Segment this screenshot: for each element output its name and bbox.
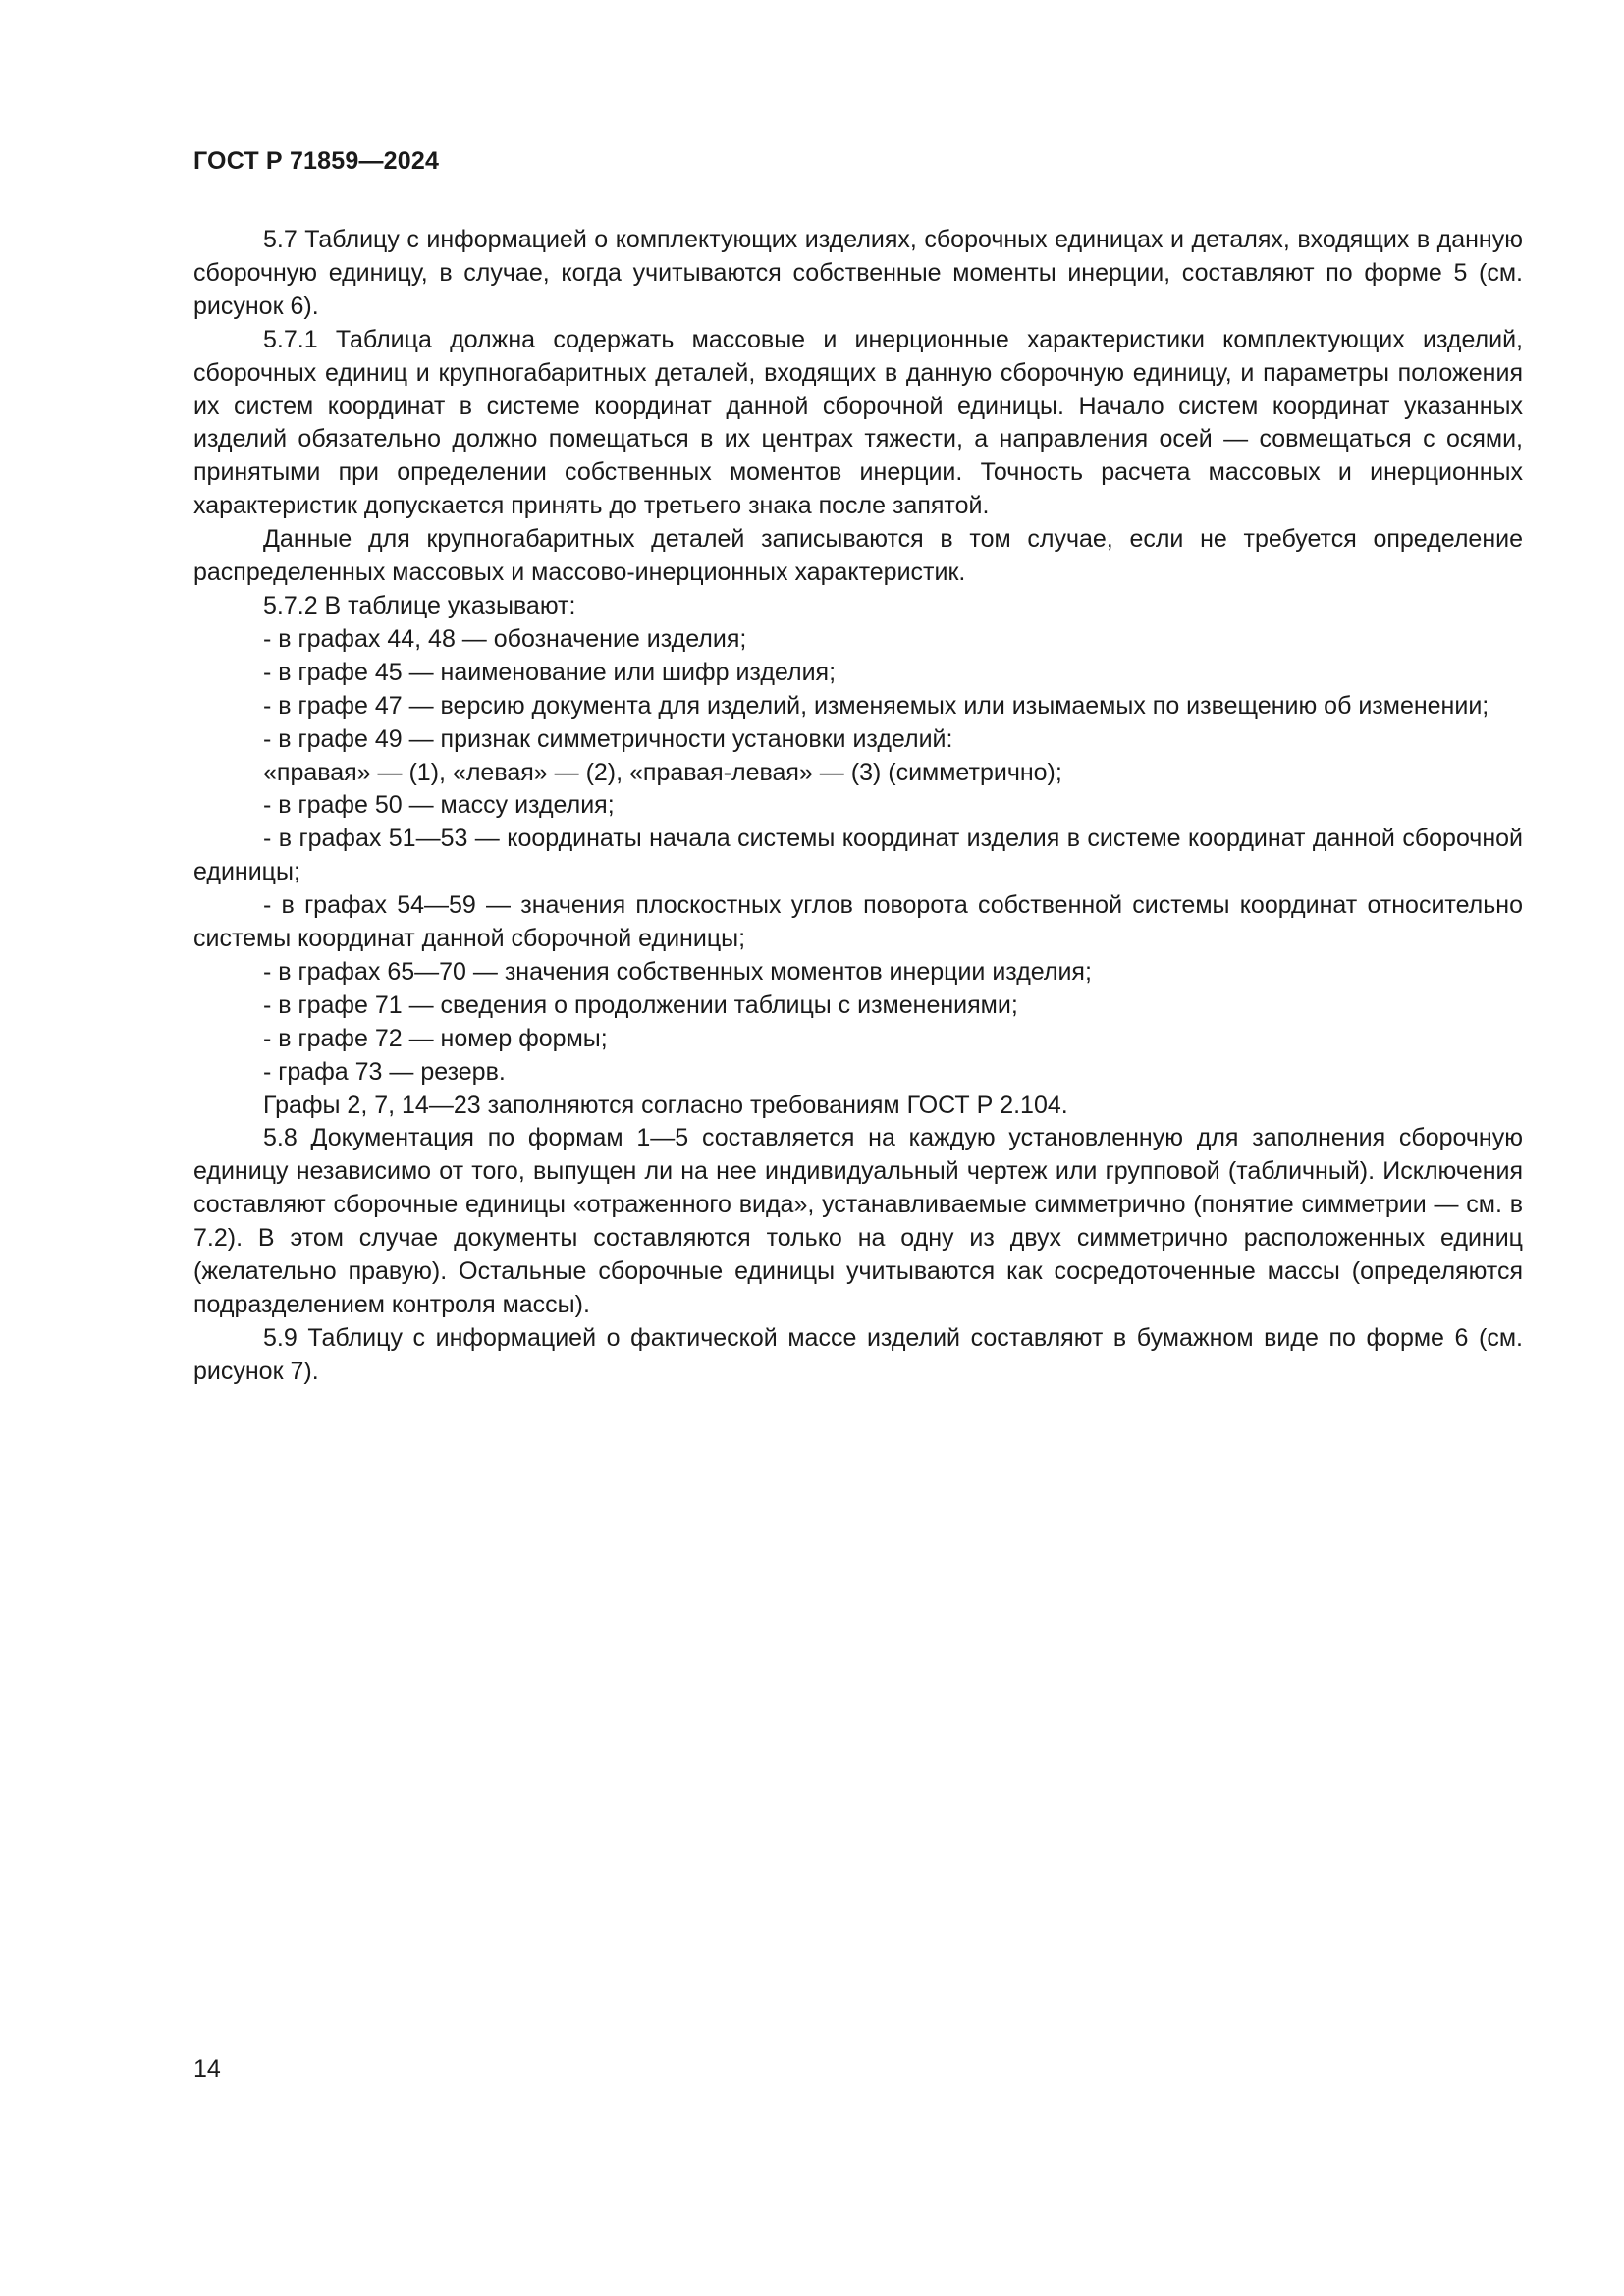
paragraph-columns-note: Графы 2, 7, 14—23 заполняются согласно требованиям ГОСТ Р 2.104. — [263, 1091, 1068, 1119]
list-item: - в графах 44, 48 — обозначение изделия; — [263, 624, 747, 653]
list-item: - в графах 51—53 — координаты начала системы координат изделия в системе координат данной сборочной единицы; — [193, 825, 1523, 886]
clause-5-7: 5.7 Таблицу с информацией о комплектующих изделиях, сборочных единицах и деталях, входящих в данную сборочную единицу, в случае, когда учитываются собственные моменты инерции, составляют по форме 5 (см. рисунок 6). — [193, 226, 1523, 320]
list-item: - в графе 47 — версию документа для изделий, изменяемых или изымаемых по извещению об изменении; — [263, 691, 1489, 720]
page-number: 14 — [193, 2056, 221, 2083]
clause-5-7-1: 5.7.1 Таблица должна содержать массовые и инерционные характеристики комплектующих изделий, сборочных единиц и крупногабаритных деталей, входящих в данную сборочную единицу, и параметры положения их систем координат в системе координат данной сборочной единицы. Начало систем координат указанных изделий обязательно должно помещаться в их центрах тяжести, а направления осей — совмещаться с осями, принятыми при определении собственных моментов инерции. Точность расчета массовых и инерционных характеристик допускается принять до третьего знака после запятой. — [193, 325, 1523, 520]
list-item: - в графах 54—59 — значения плоскостных углов поворота собственной системы координат относительно системы координат данной сборочной единицы; — [193, 891, 1523, 953]
clause-5-9: 5.9 Таблицу с информацией о фактической массе изделий составляют в бумажном виде по форме 6 (см. рисунок 7). — [193, 1323, 1523, 1385]
list-item: - в графах 65—70 — значения собственных моментов инерции изделия; — [263, 957, 1092, 986]
document-header: ГОСТ Р 71859—2024 — [193, 147, 440, 175]
document-body — [193, 224, 1523, 1389]
list-item: - в графе 72 — номер формы; — [263, 1024, 608, 1052]
clause-5-7-2: 5.7.2 В таблице указывают: — [263, 591, 576, 619]
paragraph-large-parts: Данные для крупногабаритных деталей записываются в том случае, если не требуется определение распределенных массовых и массово-инерционных характеристик. — [193, 525, 1523, 587]
symmetry-values: «правая» — (1), «левая» — (2), «правая-левая» — (3) (симметрично); — [263, 758, 1062, 786]
list-item: - графа 73 — резерв. — [263, 1057, 506, 1086]
list-item: - в графе 49 — признак симметричности установки изделий: — [263, 724, 953, 753]
clause-5-8: 5.8 Документация по формам 1—5 составляется на каждую установленную для заполнения сборочную единицу независимо от того, выпущен ли на нее индивидуальный чертеж или групповой (табличный). Исключения составляют сборочные единицы «отраженного вида», устанавливаемые симметрично (понятие симметрии — см. в 7.2). В этом случае документы составляются только на одну из двух симметрично расположенных единиц (желательно правую). Остальные сборочные единицы учитываются как сосредоточенные массы (определяются подразделением контроля массы). — [193, 1124, 1523, 1318]
list-item: - в графе 50 — массу изделия; — [263, 791, 615, 820]
list-item: - в графе 45 — наименование или шифр изделия; — [263, 658, 837, 686]
list-item: - в графе 71 — сведения о продолжении таблицы с изменениями; — [263, 990, 1018, 1019]
